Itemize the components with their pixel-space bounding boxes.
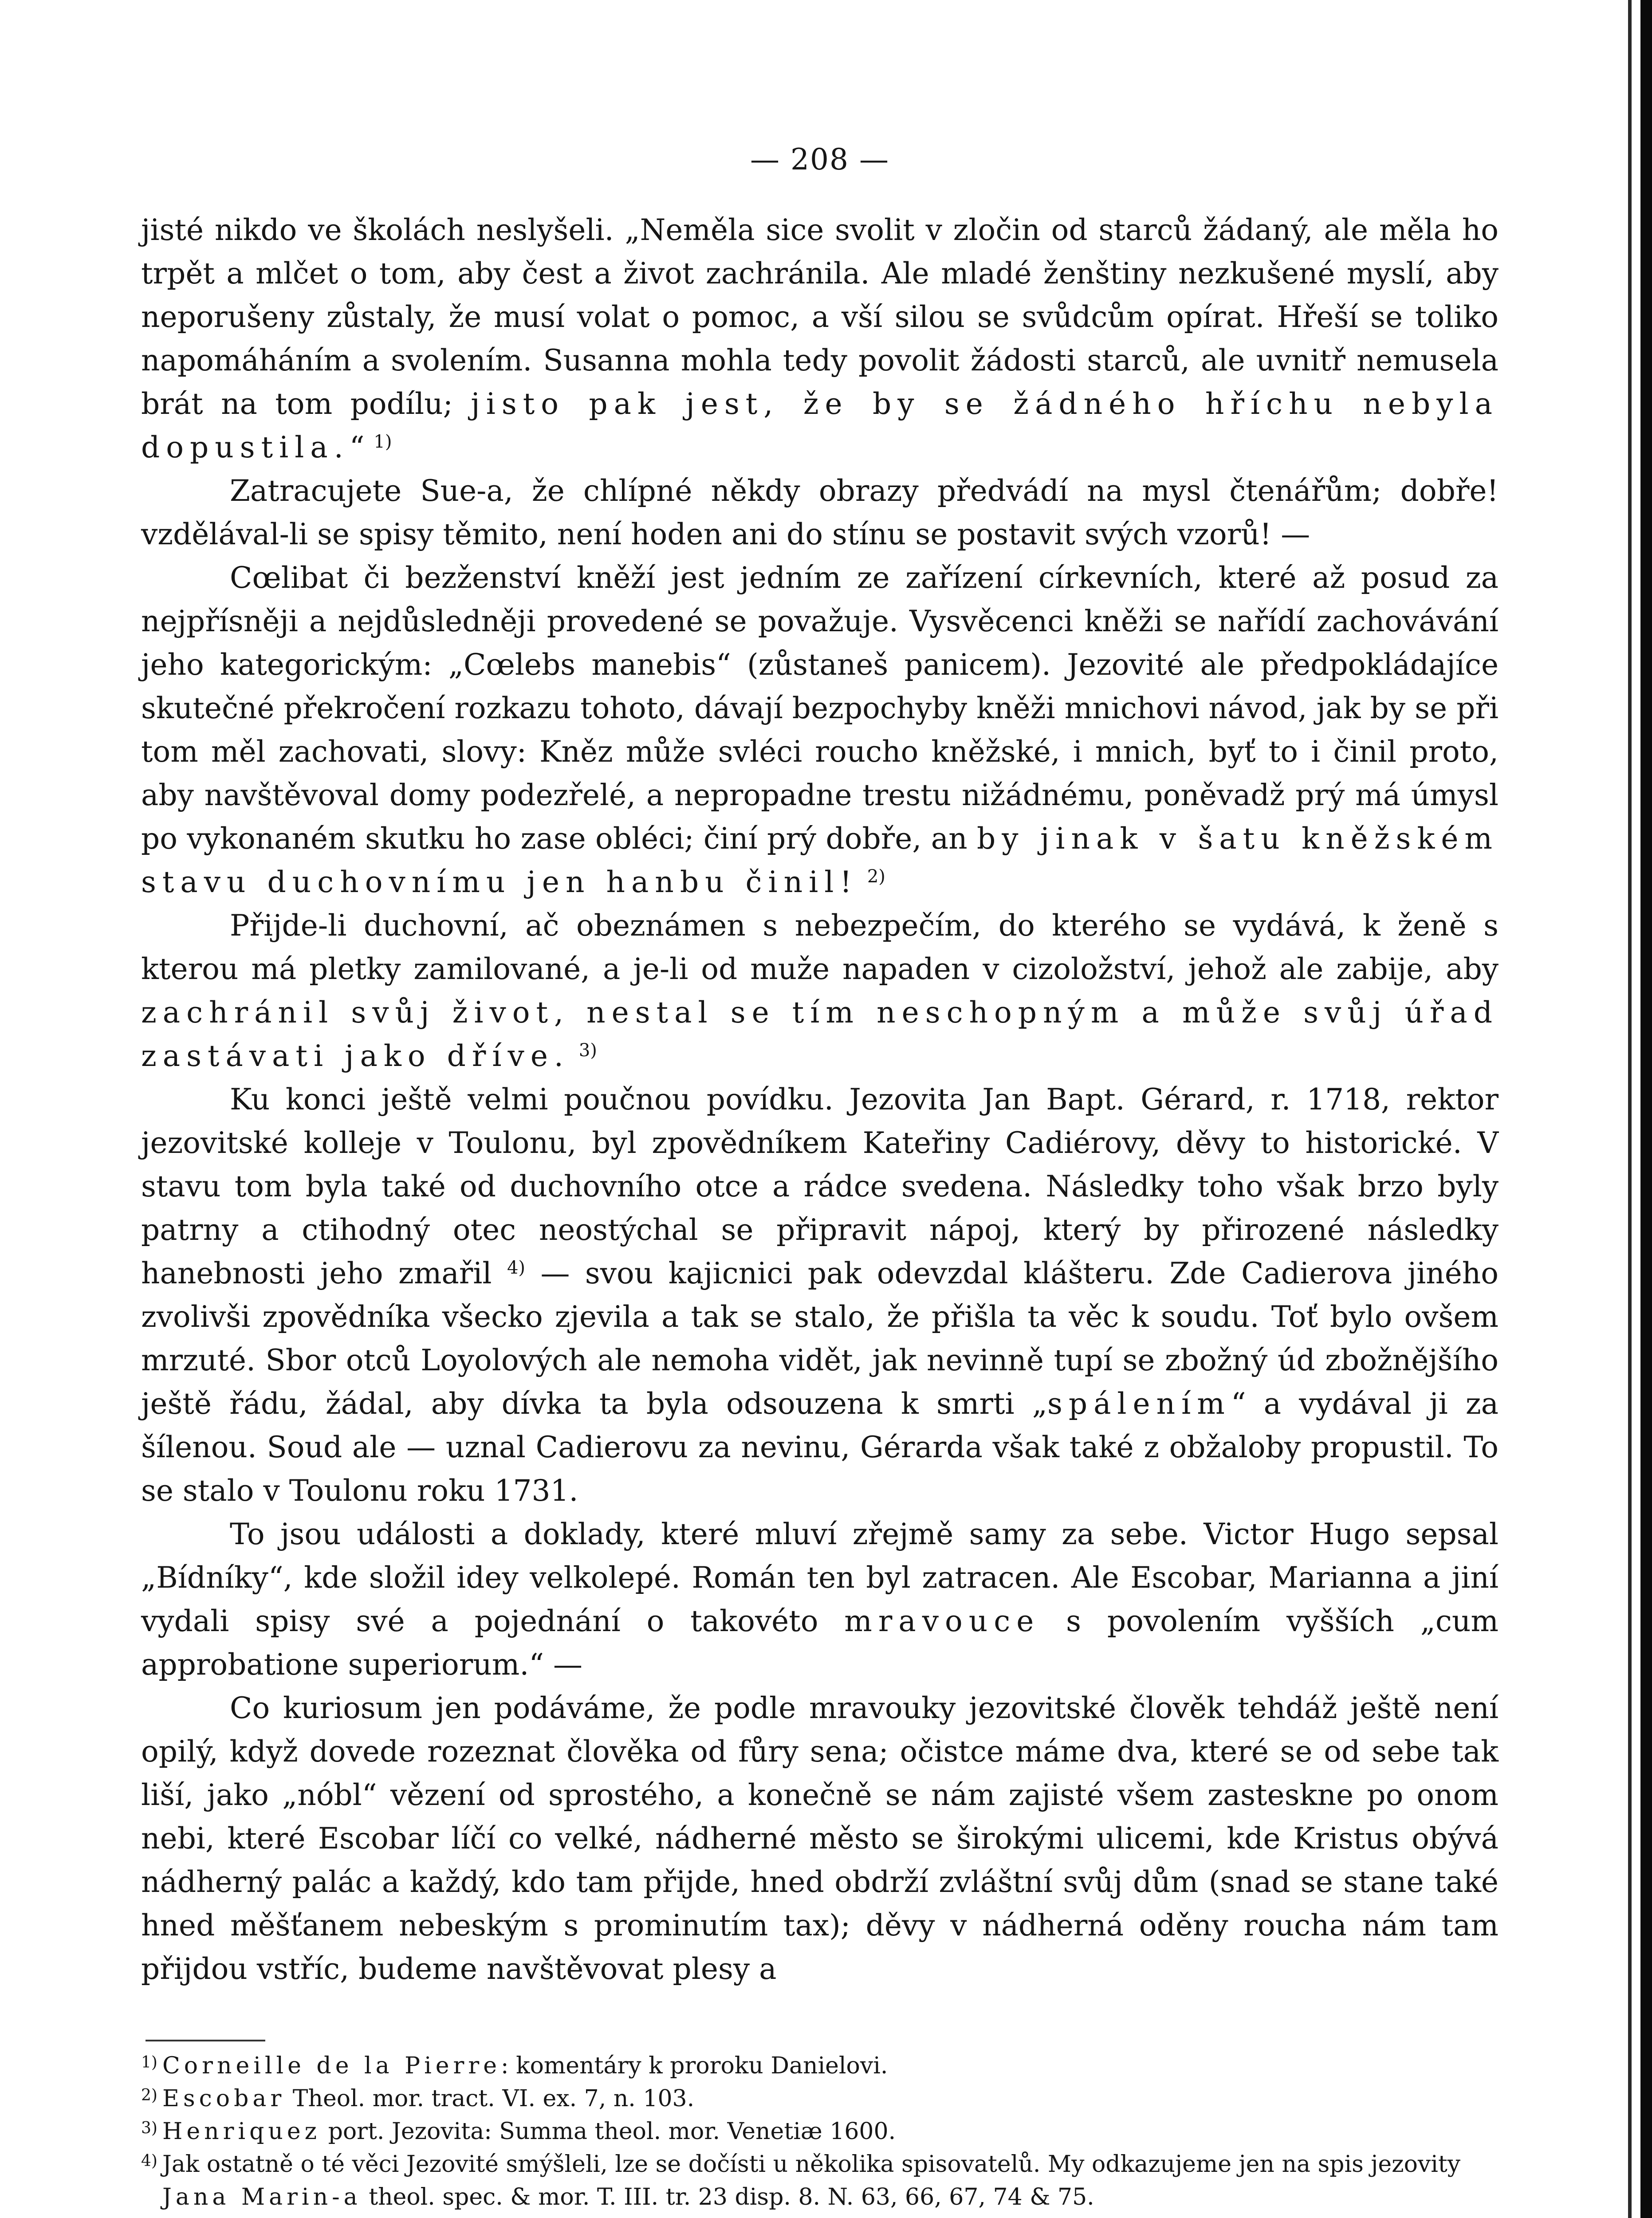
text-run: jisté nikdo ve školách neslyšeli. „Neměla sice svolit v zločin od starců žádaný, ale měla ho trpět a mlčet o tom, aby čest a život zachránila. Ale mladé ženštiny nezkušené myslí, aby neporušeny zůstaly, že musí volat o pomoc, a vší silou se svůdcům opírat. Hřeší se toliko napomáháním a svolením. Susanna mohla tedy povolit žádosti starců, ale uvnitř nemusela brát na tom podílu;: [141, 213, 1499, 421]
footnote-mark: 1): [141, 2053, 157, 2072]
text-run: Cœlibat či bezženství kněží jest jedním ze zařízení církevních, které až posud za nejpřísněji a nejdůsledněji provedené se považuje. Vysvěcenci kněži se nařídí zachovávání jeho kategorickým: „Cœlebs manebis“ (zůstaneš panicem). Jezovité ale předpokládajíce skutečné překročení rozkazu tohoto, dávají bezpochyby kněži mnichovi návod, jak by se při tom měl zachovati, slovy: Kněz může svléci roucho kněžské, i mnich, byť to i činil proto, aby navštěvoval domy podezřelé, a nepropadne trestu nižádnému, poněvadž prý má úmysl po vykonaném skutku ho zase obléci; činí prý dobře, an: [141, 561, 1499, 856]
footnote: [141, 2148, 1499, 2214]
footnotes: [141, 2049, 1499, 2214]
text-run: To jsou události a doklady, které mluví zřejmě samy za sebe. Victor Hugo sepsal „Bídníky“, kde složil idey velkolepé. Román ten byl zatracen. Ale Escobar, Marianna a jiní vydali spisy své a pojednání o takovéto: [141, 1517, 1499, 1638]
footnote-text: [162, 2049, 1499, 2082]
body-text: [141, 208, 1499, 1991]
emphasized-text: Escobar: [162, 2085, 286, 2112]
footnote-mark: 2): [141, 2086, 157, 2104]
footnote: [141, 2049, 1499, 2082]
text-run: port. Jezovita: Summa theol. mor. Venetiæ 1600.: [321, 2118, 896, 2145]
footnote: [141, 2115, 1499, 2148]
text-run: Theol. mor. tract. VI. ex. 7, n. 103.: [285, 2085, 695, 2112]
footnote-ref: 3): [578, 1040, 597, 1061]
emphasized-text: Corneille de la Pierre: [162, 2053, 501, 2079]
footnote-ref: 1): [374, 432, 392, 452]
text-run: theol. spec. & mor. T. III. tr. 23 disp. 8. N. 63, 66, 67, 74 & 75.: [361, 2184, 1094, 2210]
text-run: “: [349, 430, 374, 464]
text-run: : komentáry k proroku Danielovi.: [501, 2053, 888, 2079]
footnote: [141, 2082, 1499, 2115]
emphasized-text: Henriquez: [162, 2118, 321, 2145]
text-run: “ a vydával ji za šílenou. Soud ale — uznal Cadierovu za nevinu, Gérarda však také z obžaloby propustil. To se stalo v Toulonu roku 1731.: [141, 1387, 1499, 1508]
paragraph: [141, 469, 1499, 556]
paragraph: [141, 1513, 1499, 1687]
footnote-text: [162, 2148, 1499, 2214]
footnote-divider: [146, 2040, 265, 2041]
paragraph: [141, 904, 1499, 1078]
footnote-mark: 3): [141, 2119, 157, 2137]
emphasized-text: by jinak v šatu kněžském stavu duchovnímu jen hanbu činil!: [141, 822, 1499, 899]
emphasized-text: Jana Marin-a: [162, 2184, 362, 2210]
page-number: — 208 —: [750, 142, 889, 177]
footnote-ref: 4): [507, 1258, 526, 1278]
paragraph: [141, 1687, 1499, 1991]
scan-edge-shadow: [1628, 0, 1632, 2218]
emphasized-text: mravouce: [844, 1604, 1040, 1638]
emphasized-text: spálením: [1047, 1387, 1231, 1421]
text-run: s povolením vyšších „cum approbatione superiorum.“ —: [141, 1604, 1499, 1682]
text-run: Ku konci ještě velmi poučnou povídku. Jezovita Jan Bapt. Gérard, r. 1718, rektor jezovitské kolleje v Toulonu, byl zpovědníkem Kateřiny Cadiérovy, děvy to historické. V stavu tom byla také od duchovního otce a rádce svedena. Následky toho však brzo byly patrny a ctihodný otec neostýchal se připravit nápoj, který by přirozené následky hanebnosti jeho zmařil: [141, 1082, 1499, 1290]
text-run: Jak ostatně o té věci Jezovité smýšleli, lze se dočísti u několika spisovatelů. My odkazujeme jen na spis jezovity: [162, 2151, 1461, 2178]
paragraph: [141, 556, 1499, 904]
page: [141, 142, 1499, 2214]
footnote-text: [162, 2115, 1499, 2148]
footnote-mark: 4): [141, 2152, 157, 2170]
text-run: — svou kajicnici pak odevzdal klášteru. Zde Cadierova jiného zvolivši zpovědníka všecko zjevila a tak se stalo, že přišla ta věc k soudu. Toť bylo ovšem mrzuté. Sbor otců Loyolových ale nemoha vidět, jak nevinně tupí se zbožný úd zbožnějšího ještě řádu, žádal, aby dívka ta byla odsouzena k smrti „: [141, 1256, 1499, 1421]
footnote-ref: 2): [867, 866, 885, 887]
paragraph: [141, 208, 1499, 469]
text-run: Zatracujete Sue-a, že chlípné někdy obrazy předvádí na mysl čtenářům; dobře! vzdělával-li se spisy těmito, není hoden ani do stínu se postavit svých vzorů! —: [141, 474, 1499, 551]
paragraph: [141, 1078, 1499, 1513]
emphasized-text: zachránil svůj život, nestal se tím neschopným a může svůj úřad zastávati jako dříve.: [141, 995, 1499, 1073]
text-run: Přijde-li duchovní, ač obeznámen s nebezpečím, do kterého se vydává, k ženě s kterou má pletky zamilované, a je-li od muže napaden v cizoložství, jehož ale zabije, aby: [141, 908, 1499, 986]
emphasized-text: jisto pak jest, že by se žádného hříchu nebyla dopustila.: [141, 387, 1499, 464]
footnote-text: [162, 2082, 1499, 2115]
text-run: Co kuriosum jen podáváme, že podle mravouky jezovitské člověk tehdáž ještě není opilý, když dovede rozeznat člověka od fůry sena; očistce máme dva, které se od sebe tak liší, jako „nóbl“ vězení od sprostého, a konečně se nám zajisté všem zasteskne po onom nebi, které Escobar líčí co velké, nádherné město se širokými ulicemi, kde Kristus obývá nádherný palác a každý, kdo tam přijde, hned obdrží zvláštní svůj dům (snad se stane také hned měšťanem nebeským s prominutím tax); děvy v nádherná oděny roucha nám tam přijdou vstříc, budeme navštěvovat plesy a: [141, 1691, 1499, 1986]
text-run: [858, 865, 867, 899]
text-run: [570, 1039, 579, 1073]
scan-border-right: [1640, 0, 1652, 2218]
